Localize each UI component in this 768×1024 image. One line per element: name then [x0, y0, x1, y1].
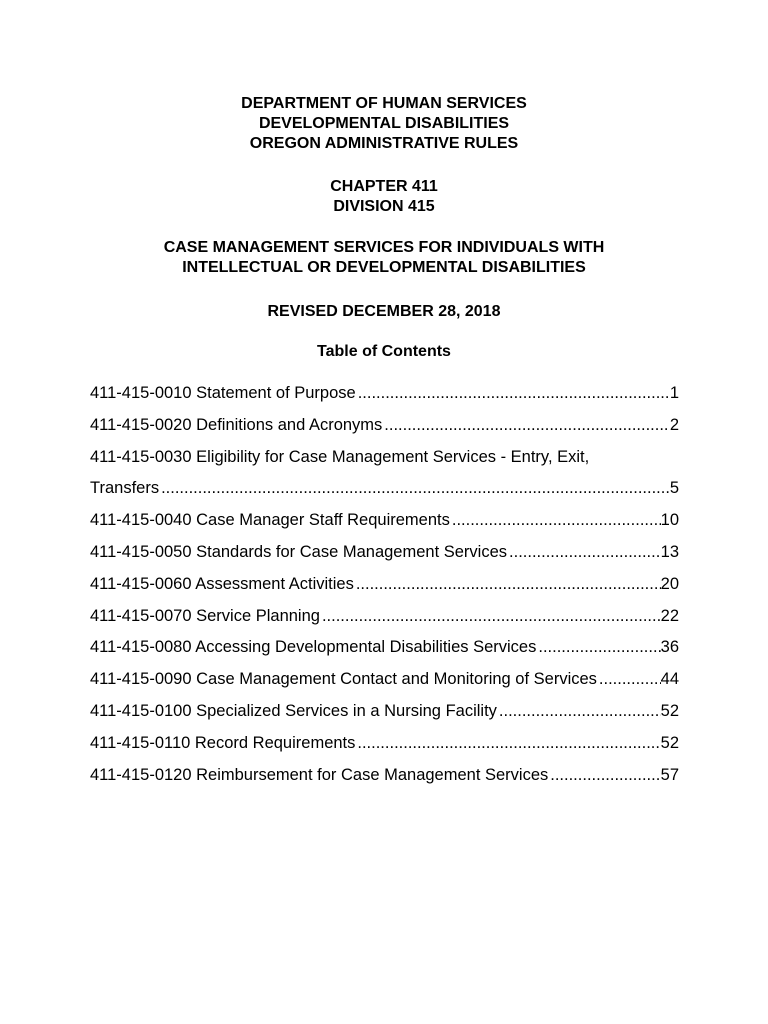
title-line-1: CASE MANAGEMENT SERVICES FOR INDIVIDUALS WITH [163, 239, 605, 256]
toc-entry-label-continued: Transfers [90, 479, 160, 498]
table-of-contents [90, 378, 679, 791]
toc-entry-page: 36 [660, 638, 679, 657]
toc-leader-dots [548, 760, 660, 792]
toc-entry[interactable] [90, 760, 679, 792]
toc-leader-dots [507, 537, 661, 569]
toc-entry[interactable] [90, 505, 679, 537]
toc-entry[interactable] [90, 696, 679, 728]
toc-entry-page: 1 [669, 384, 679, 402]
header-line-3: OREGON ADMINISTRATIVE RULES [249, 135, 519, 152]
toc-leader-dots [356, 378, 670, 410]
toc-entry-page: 44 [660, 670, 679, 689]
toc-entry[interactable] [90, 601, 679, 633]
toc-leader-dots [450, 505, 661, 537]
chapter-number: CHAPTER 411 [330, 178, 438, 195]
toc-entry[interactable] [90, 442, 679, 474]
toc-entry[interactable] [90, 632, 679, 664]
toc-entry[interactable] [90, 410, 679, 442]
header-line-2: DEVELOPMENTAL DISABILITIES [258, 115, 510, 132]
toc-entry[interactable] [90, 728, 679, 760]
toc-entry-label: 411-415-0120 Reimbursement for Case Management Services [90, 765, 549, 784]
toc-entry-label: 411-415-0020 Definitions and Acronyms [90, 415, 383, 434]
toc-entry-label: 411-415-0070 Service Planning [90, 606, 320, 625]
toc-leader-dots [382, 410, 670, 442]
toc-leader-dots [497, 696, 661, 728]
toc-heading [0, 342, 768, 362]
revised-text: REVISED DECEMBER 28, 2018 [267, 303, 501, 320]
department-header [0, 94, 768, 154]
toc-entry-label: 411-415-0090 Case Management Contact and Monitoring of Services [90, 670, 597, 689]
toc-leader-dots [159, 473, 670, 505]
toc-entry[interactable] [90, 569, 679, 601]
toc-entry-page: 10 [660, 511, 679, 530]
toc-leader-dots [536, 632, 660, 664]
toc-entry-page: 20 [660, 574, 679, 593]
toc-entry-continuation[interactable] [90, 473, 679, 505]
toc-entry-page: 52 [660, 701, 679, 720]
toc-entry-page: 5 [669, 479, 679, 498]
toc-entry-page: 2 [669, 415, 679, 434]
revision-date [0, 302, 768, 322]
toc-entry-page: 52 [660, 733, 679, 752]
toc-entry-label: 411-415-0040 Case Manager Staff Requirements [90, 511, 450, 530]
toc-leader-dots [355, 728, 660, 760]
toc-entry[interactable] [90, 664, 679, 696]
toc-entry-page: 13 [660, 542, 679, 561]
toc-entry-label: 411-415-0050 Standards for Case Management Services [90, 542, 508, 561]
toc-leader-dots [320, 601, 661, 633]
toc-entry-label: 411-415-0110 Record Requirements [90, 733, 356, 752]
toc-entry[interactable] [90, 537, 679, 569]
toc-entry-page: 22 [660, 606, 679, 625]
toc-entry-label: 411-415-0030 Eligibility for Case Management Services - Entry, Exit, [90, 447, 590, 466]
division-number: DIVISION 415 [333, 198, 435, 215]
toc-entry-label: 411-415-0080 Accessing Developmental Disabilities Services [90, 638, 537, 657]
chapter-block [0, 177, 768, 217]
toc-leader-dots [597, 664, 661, 696]
header-line-1: DEPARTMENT OF HUMAN SERVICES [241, 95, 527, 112]
toc-heading-text: Table of Contents [317, 343, 451, 360]
toc-entry-label: 411-415-0100 Specialized Services in a Nursing Facility [90, 701, 497, 720]
toc-entry[interactable] [90, 378, 679, 410]
toc-entry-page: 57 [660, 765, 679, 784]
document-title [0, 238, 768, 278]
toc-entry-label: 411-415-0060 Assessment Activities [90, 574, 354, 593]
toc-leader-dots [354, 569, 661, 601]
toc-entry-label: 411-415-0010 Statement of Purpose [90, 384, 356, 402]
title-line-2: INTELLECTUAL OR DEVELOPMENTAL DISABILITIES [182, 259, 586, 276]
